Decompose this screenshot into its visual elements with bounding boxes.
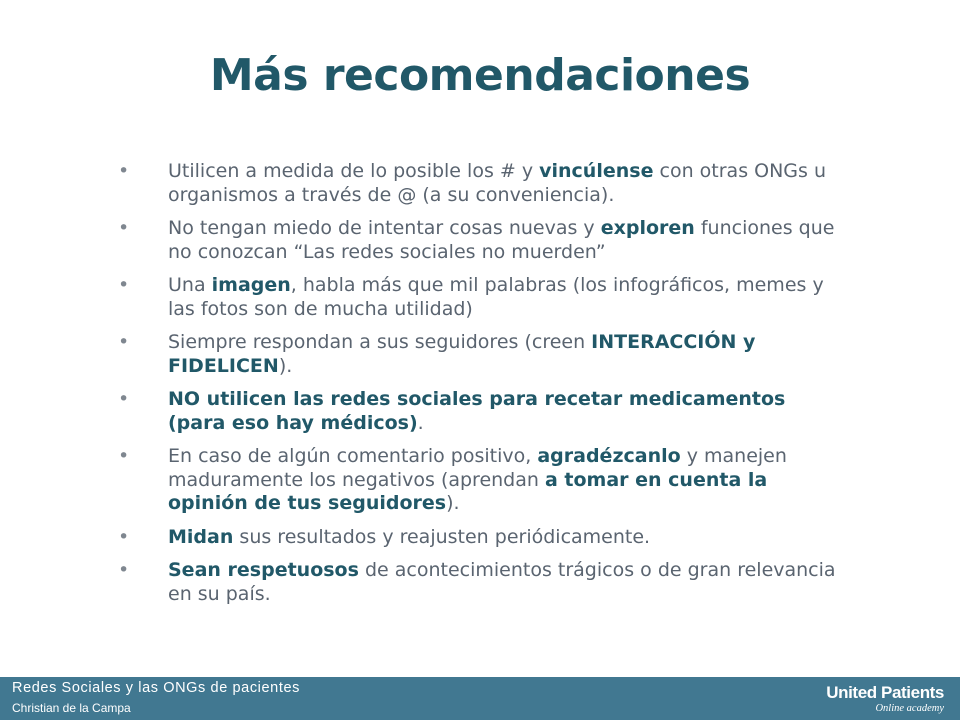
footer-author: Christian de la Campa bbox=[12, 701, 131, 715]
bullet-emphasis: Midan bbox=[168, 525, 234, 548]
bullet-emphasis: INTERACCIÓN y FIDELICEN bbox=[168, 331, 756, 377]
bullet-text: , habla más que mil palabras (los infográficos, memes y las fotos son de mucha utilidad) bbox=[168, 274, 824, 320]
bullet-marker: • bbox=[118, 217, 130, 239]
bullet-marker: • bbox=[118, 331, 130, 353]
bullet-item bbox=[118, 274, 838, 321]
logo-main-text: United Patients bbox=[826, 683, 944, 702]
bullet-marker: • bbox=[118, 559, 130, 581]
bullet-item bbox=[118, 160, 838, 207]
bullet-list bbox=[118, 160, 838, 616]
bullet-item bbox=[118, 388, 838, 435]
bullet-emphasis: NO utilicen las redes sociales para recetar medicamentos (para eso hay médicos) bbox=[168, 388, 786, 434]
footer-title: Redes Sociales y las ONGs de pacientes bbox=[12, 680, 300, 696]
bullet-text: de acontecimientos trágicos o de gran relevancia en su país. bbox=[168, 559, 836, 605]
logo-sub-text: Online academy bbox=[875, 703, 944, 714]
bullet-text: ). bbox=[278, 354, 293, 377]
bullet-emphasis: a tomar en cuenta la opinión de tus seguidores bbox=[168, 468, 768, 514]
bullet-text: Siempre respondan a sus seguidores (creen bbox=[168, 331, 592, 353]
bullet-text: Utilicen a medida de lo posible los # y bbox=[168, 160, 540, 182]
bullet-marker: • bbox=[118, 445, 130, 467]
bullet-marker: • bbox=[118, 525, 130, 548]
bullet-emphasis: exploren bbox=[600, 217, 695, 239]
bullet-item bbox=[118, 559, 838, 606]
slide-title: Más recomendaciones bbox=[209, 50, 751, 101]
bullet-item bbox=[118, 217, 838, 264]
bullet-text: con otras ONGs u organismos a través de @ (a su conveniencia). bbox=[168, 160, 826, 206]
bullet-item bbox=[118, 526, 838, 550]
bullet-emphasis: Sean respetuosos bbox=[168, 559, 359, 581]
bullet-emphasis: agradézcanlo bbox=[537, 445, 681, 467]
bullet-marker: • bbox=[118, 388, 130, 410]
bullet-item bbox=[118, 445, 838, 516]
bullet-text: . bbox=[417, 411, 424, 434]
bullet-text: sus resultados y reajusten periódicamente. bbox=[233, 525, 651, 548]
footer-bar bbox=[0, 677, 960, 720]
bullet-marker: • bbox=[118, 160, 130, 182]
united-patients-logo bbox=[826, 683, 944, 715]
bullet-emphasis: imagen bbox=[211, 274, 291, 296]
bullet-text: y manejen maduramente los negativos (aprendan bbox=[168, 445, 787, 491]
bullet-text: ). bbox=[446, 492, 460, 514]
bullet-marker: • bbox=[118, 274, 130, 296]
bullet-item bbox=[118, 331, 838, 378]
bullet-emphasis: vincúlense bbox=[539, 160, 654, 182]
bullet-text: No tengan miedo de intentar cosas nuevas y bbox=[168, 217, 601, 239]
bullet-text: Una bbox=[168, 274, 212, 296]
bullet-text: funciones que no conozcan “Las redes sociales no muerden” bbox=[168, 217, 835, 263]
bullet-text: En caso de algún comentario positivo, bbox=[168, 445, 538, 467]
